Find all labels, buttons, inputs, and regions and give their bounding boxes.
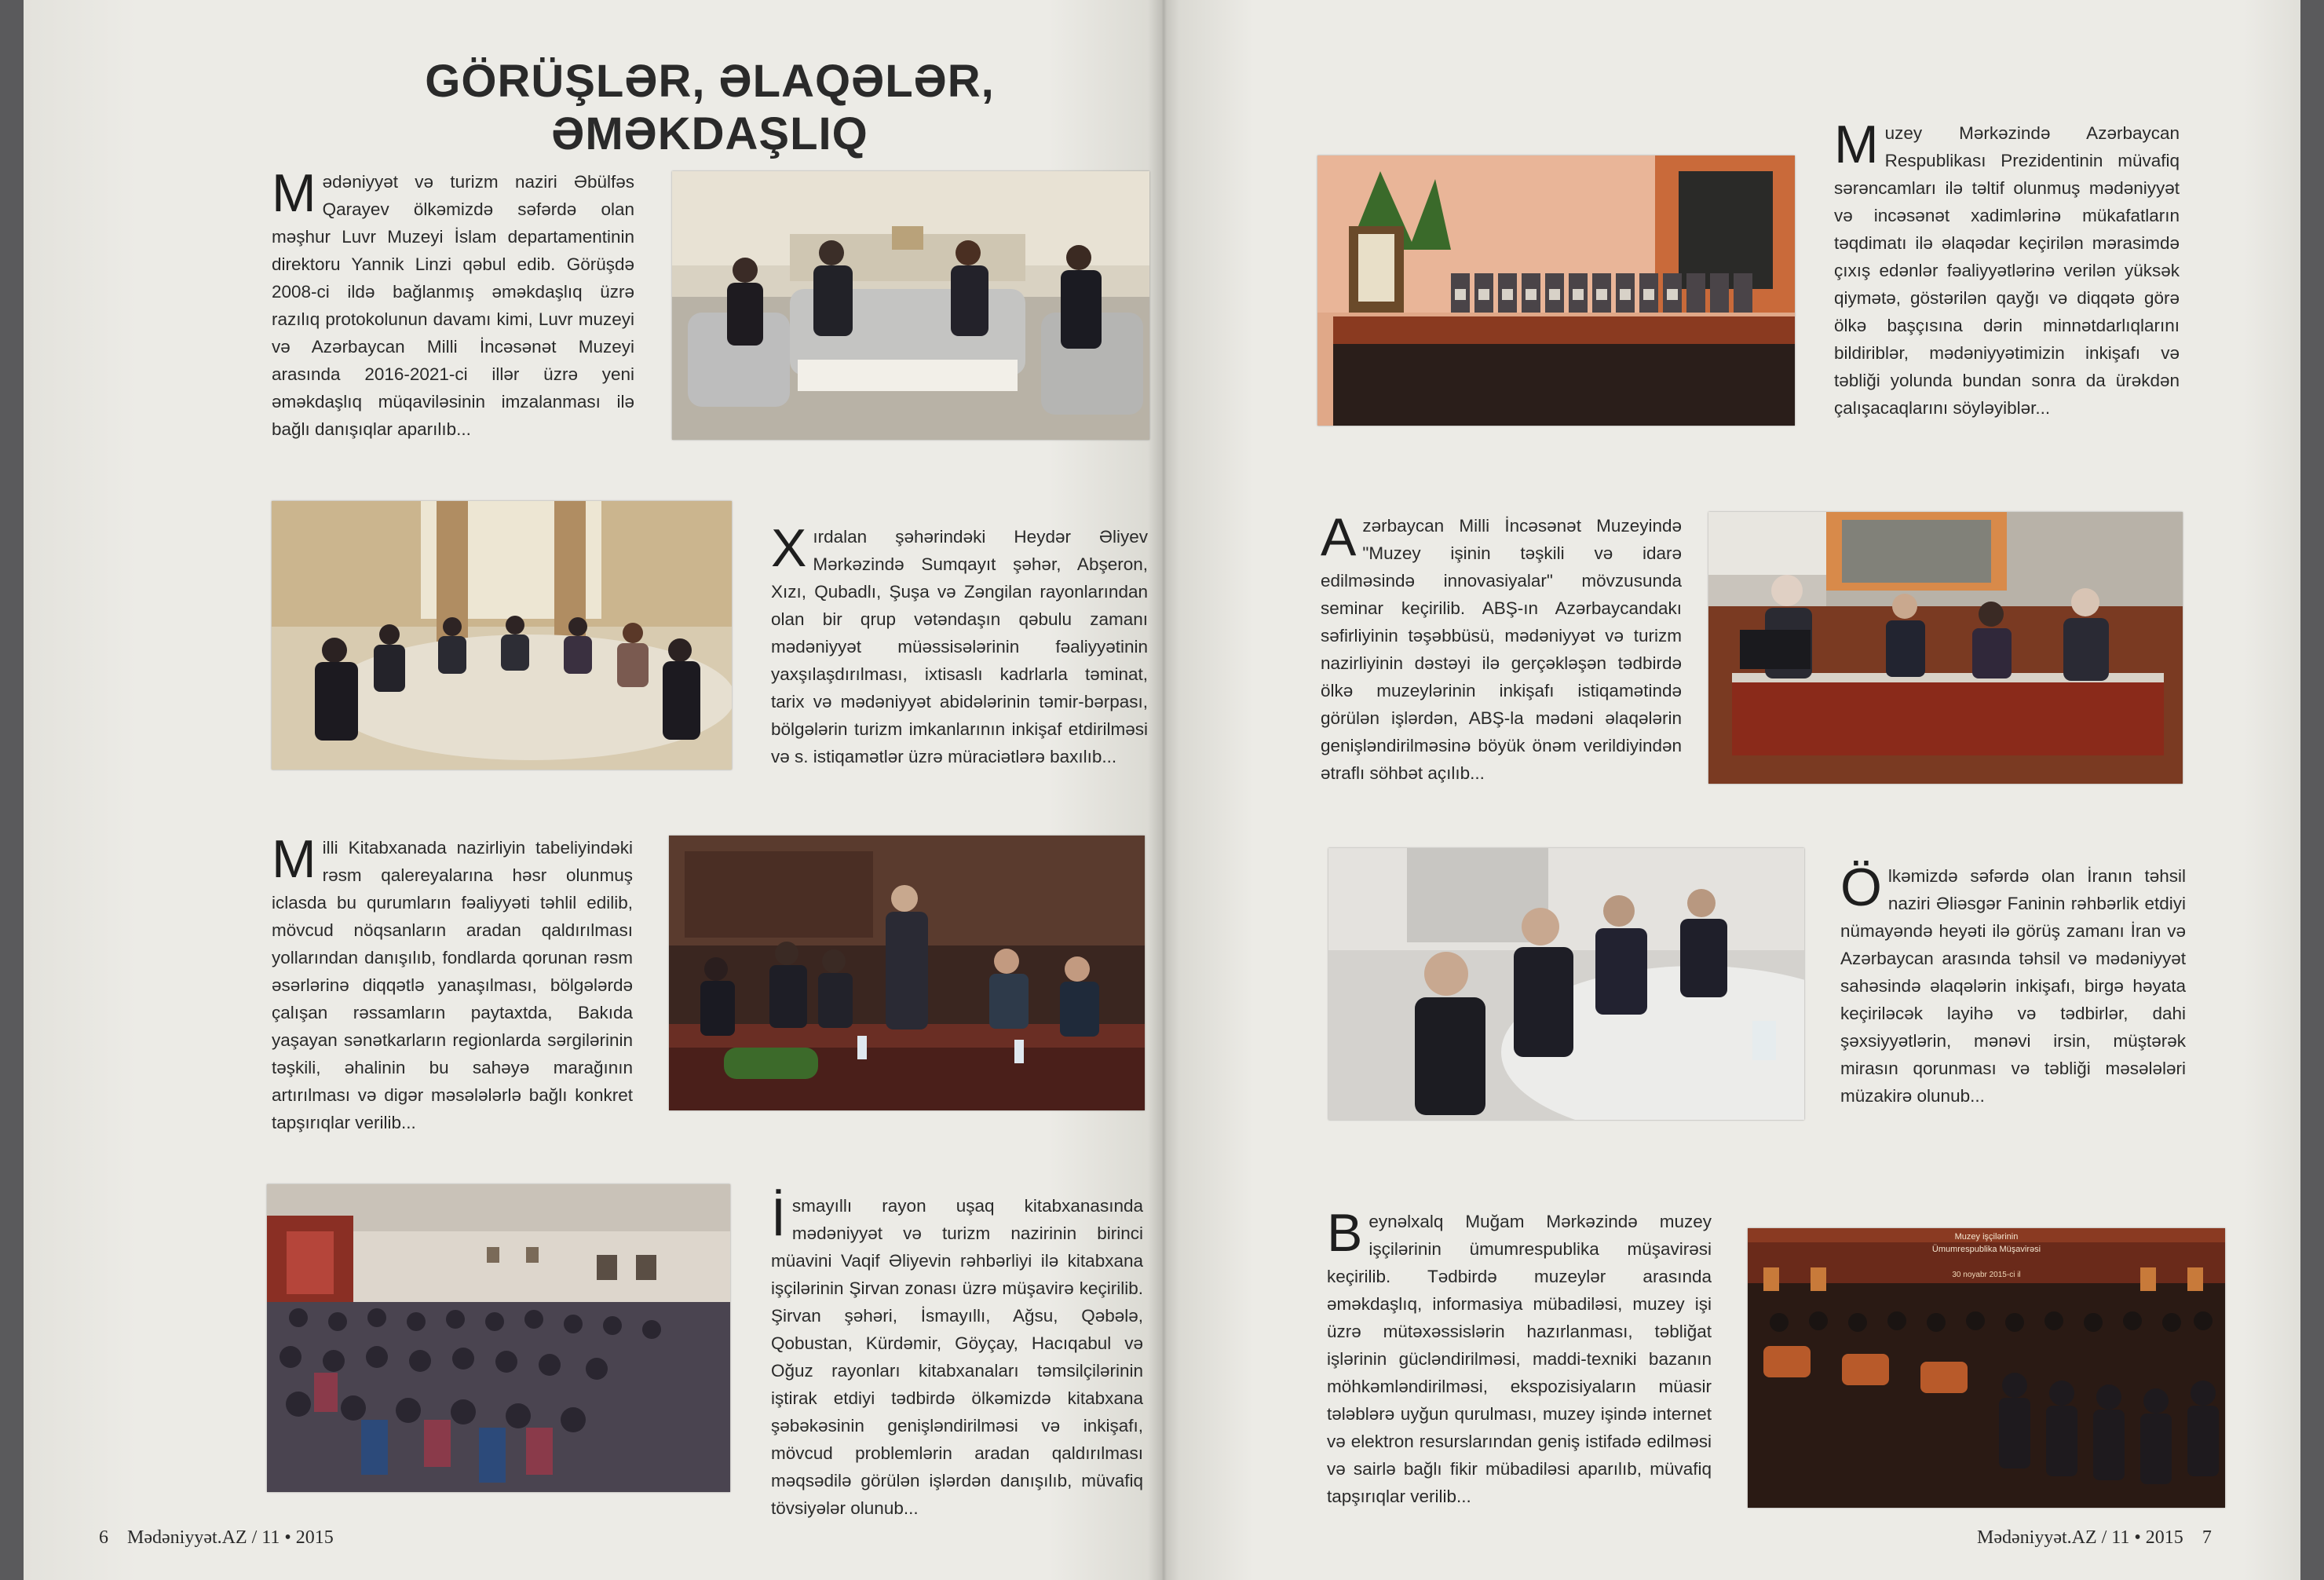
article-text: eynəlxalq Muğam Mərkəzində muzey işçilərinin ümumrespublika müşavirəsi keçirilib. Tədbirdə muzeylər arasında əməkdaşlıq, informasiya mübadiləsi, muzey işi üzrə mütəxəssislərin hazırlanması, təbliğat işlərinin gücləndirilməsi, maddi-texniki bazanın möhkəmləndirilməsi, ekspozisiyaların müasir tələblərə uyğun qurulması, muzey işində internet və elektron resurslarından geniş istifadə edilməsi və sairlə bağlı fikir mübadiləsi aparılıb, müvafiq tapşırıqlar verilib...	[1327, 1212, 1712, 1506]
dropcap: B	[1327, 1203, 1363, 1263]
dropcap: İ	[771, 1187, 786, 1247]
article-text: zərbaycan Milli İncəsənət Muzeyində "Muzey işinin təşkili və idarə edilməsində innovasiyalar" mövzusunda seminar keçirilib. ABŞ-ın Azərbaycandakı səfirliyinin təşəbbüsü, mədəniyyət və turizm nazirliyinin dəstəyi ilə gerçəkləşən tədbirdə ölkə muzeylərinin inkişafı istiqamətində görülən işlərdən, ABŞ-la mədəni əlaqələrin genişləndirilməsinə böyük önəm verildiyindən ətraflı söhbət açılıb...	[1321, 516, 1682, 783]
article-louvre-meeting	[272, 163, 634, 443]
article-mugham-center-conference	[1327, 1203, 1712, 1510]
book-spine	[1148, 0, 1179, 1580]
article-text: ırdalan şəhərindəki Heydər Əliyev Mərkəzində Sumqayıt şəhər, Abşeron, Xızı, Qubadlı, Şuşa və Zəngilan rayonlarından olan bir qrup vətəndaşın qəbulu zamanı mədəniyyət müəssisələrinin fəaliyyətinin yaxşılaşdırılması, ixtisaslı kadrlarla təminat, tarix və mədəniyyət abidələrinin təmir-bərpası, bölgələrin turizm imkanlarının inkişaf etdirilməsi və s. istiqamətlər üzrə müraciətlərə baxılıb...	[771, 527, 1148, 766]
dropcap: M	[272, 163, 316, 223]
banner-line-2: Ümumrespublika Müşavirəsi	[1931, 1245, 2041, 1254]
page-number-right: 7	[2202, 1527, 2212, 1548]
photo-museum-seminar	[1708, 512, 2183, 784]
article-museum-seminar	[1321, 507, 1682, 787]
article-heydar-aliyev-center	[771, 518, 1148, 770]
photo-louvre-meeting	[672, 171, 1149, 440]
magazine-issue-right: Mədəniyyət.AZ / 11 • 2015	[1977, 1527, 2183, 1548]
photo-national-library	[669, 836, 1145, 1110]
article-text: smayıllı rayon uşaq kitabxanasında mədəniyyət və turizm nazirinin birinci müavini Vaqif Əliyevin rəhbərliyi ilə kitabxana işçilərinin Şirvan zonası üzrə müşavirə keçirilib. Şirvan şəhəri, İsmayıllı, Ağsu, Qəbələ, Qobustan, Kürdəmir, Göyçay, Hacıqabul və Oğuz rayonları kitabxanaları təmsilçilərinin iştirak etdiyi tədbirdə ölkəmizdə kitabxana şəbəkəsinin genişləndirilməsi və inkişafı, mövcud problemlərin aradan qaldırılması məqsədilə görülən işlərdən danışılıb, müvafiq tövsiyələr olunub...	[771, 1196, 1143, 1518]
banner-line-1: Muzey işçilərinin	[1954, 1232, 2019, 1242]
footer-right	[1977, 1527, 2212, 1549]
photo-mugham-center-conference	[1748, 1228, 2225, 1508]
article-national-library	[272, 829, 633, 1136]
footer-left	[99, 1527, 334, 1549]
magazine-issue-left: Mədəniyyət.AZ / 11 • 2015	[127, 1527, 334, 1548]
banner-date: 30 noyabr 2015-ci il	[1952, 1271, 2021, 1279]
page-number-left: 6	[99, 1527, 108, 1548]
photo-iran-education-minister	[1328, 848, 1804, 1120]
dropcap: X	[771, 518, 807, 578]
spread-title: GÖRÜŞLƏR, ƏLAQƏLƏR, ƏMƏKDAŞLIQ	[425, 56, 995, 159]
article-text: uzey Mərkəzində Azərbaycan Respublikası Prezidentinin müvafiq sərəncamları ilə təltif olunmuş mədəniyyət və incəsənət xadimlərinə mükafatların təqdimatı ilə əlaqədar keçirilən mərasimdə çıxış edənlər fəaliyyətlərinə verilən yüksək qiymətə, göstərilən qayğı və diqqətə görə ölkə başçısına dərin minnətdarlıqlarını bildiriblər, mədəniyyətimizin inkişafı və təbliği yolunda bundan sonra da ürəkdən çalışacaqlarını söyləyiblər...	[1834, 123, 2180, 418]
article-text: illi Kitabxanada nazirliyin tabeliyindəki rəsm qalereyalarına həsr olunmuş iclasda bu qurumların fəaliyyəti təhlil edilib, mövcud nöqsanların aradan qaldırılması yollarından danışılıb, fondlarda qorunan rəsm əsərlərinə diqqətlə yanaşılması, bölgələrdə çalışan rəssamların paytaxtda, Bakıda yaşayan sənətkarların regionlarda sərgilərinin təşkili, əhalinin bu sahəyə marağının artırılması və digər məsələlərlə bağlı konkret tapşırıqlar verilib...	[272, 838, 633, 1132]
article-text: lkəmizdə səfərdə olan İranın təhsil naziri Əliəsgər Faninin rəhbərlik etdiyi nümayəndə heyəti ilə görüş zamanı İran və Azərbaycan arasında təhsil və mədəniyyət sahəsində əlaqələrin inkişafı, birgə həyata keçiriləcək layihə və tədbirlər, dahi şəxsiyyətlərin, mənəvi irsin, müştərək mirasın qorunması və təbliği məsələləri müzakirə olunub...	[1840, 866, 2186, 1106]
dropcap: A	[1321, 507, 1357, 567]
dropcap: Ö	[1840, 858, 1882, 917]
photo-awards-ceremony	[1317, 155, 1795, 426]
photo-heydar-aliyev-center	[272, 501, 732, 770]
dropcap: M	[1834, 115, 1879, 174]
article-ismayilli-library	[771, 1187, 1143, 1522]
photo-ismayilli-library	[267, 1184, 730, 1492]
dropcap: M	[272, 829, 316, 889]
article-text: ədəniyyət və turizm naziri Əbülfəs Qarayev ölkəmizdə səfərdə olan məşhur Luvr Muzeyi İslam departamentinin direktoru Yannik Linzi qəbul edib. Görüşdə 2008-ci ildə bağlanmış əməkdaşlıq üzrə razılıq protokolunun davamı kimi, Luvr muzeyi və Azərbaycan Milli İncəsənət Muzeyi arasında 2016-2021-ci illər üzrə yeni əməkdaşlıq müqaviləsinin imzalanması ilə bağlı danışıqlar aparılıb...	[272, 172, 634, 439]
article-iran-education-minister	[1840, 858, 2186, 1110]
article-awards-ceremony	[1834, 115, 2180, 422]
